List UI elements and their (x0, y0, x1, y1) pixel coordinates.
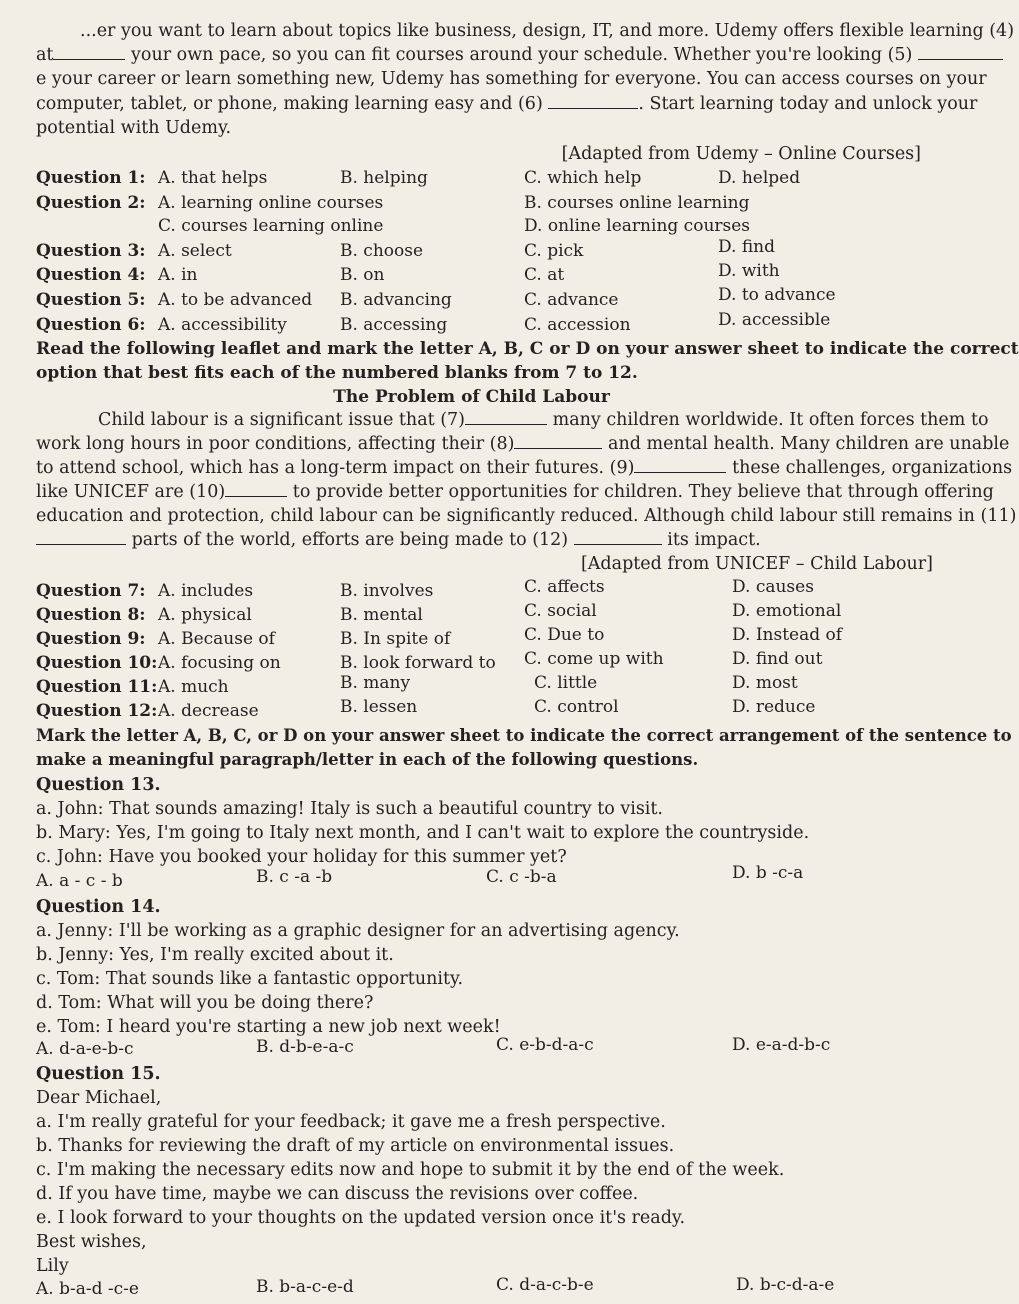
q15-line-d: d. If you have time, maybe we can discuss the revisions over coffee. (36, 1184, 639, 1204)
q14-line-c: c. Tom: That sounds like a fantastic opportunity. (36, 969, 464, 989)
q3-option-b[interactable]: B. choose (340, 241, 424, 261)
instruction-7-12-line2: option that best fits each of the numbered blanks from 7 to 12. (36, 363, 638, 383)
q14-option-b[interactable]: B. d-b-e-a-c (256, 1037, 354, 1057)
q4-option-b[interactable]: B. on (340, 265, 385, 285)
blank-8 (514, 433, 602, 449)
q9-label: Question 9: (36, 629, 146, 649)
q2-option-b[interactable]: B. courses online learning (524, 193, 750, 213)
q15-closing: Best wishes, (36, 1232, 147, 1252)
q1-option-d[interactable]: D. helped (718, 168, 801, 188)
passage1-line1: ...er you want to learn about topics like business, design, IT, and more. Udemy offers flexible learning (4) (80, 21, 1015, 41)
blank-9 (634, 457, 726, 473)
q15-label: Question 15. (36, 1064, 161, 1084)
q2-option-a[interactable]: A. learning online courses (158, 193, 384, 213)
passage2-line5: education and protection, child labour can be significantly reduced. Although child labour still remains in (11) (36, 506, 1017, 526)
q6-option-d[interactable]: D. accessible (718, 310, 831, 330)
passage2-line2-start: work long hours in poor conditions, affecting their (8) (36, 434, 515, 454)
q7-option-c[interactable]: C. affects (524, 577, 605, 597)
q5-option-b[interactable]: B. advancing (340, 290, 452, 310)
blank-11 (36, 529, 126, 545)
q15-option-a[interactable]: A. b-a-d -c-e (36, 1279, 139, 1299)
q1-option-c[interactable]: C. which help (524, 168, 642, 188)
passage2-line1-start: Child labour is a significant issue that (7) (98, 410, 466, 430)
passage2-line6 (36, 529, 926, 551)
passage2-line3-end: these challenges, organizations (732, 458, 1013, 478)
q12-label: Question 12: (36, 701, 158, 721)
instruction-13-15-line2: make a meaningful paragraph/letter in each of the following questions. (36, 750, 699, 769)
passage1-line4-start: computer, tablet, or phone, making learning easy and (6) (36, 94, 543, 114)
blank-6 (548, 93, 638, 109)
q8-option-b[interactable]: B. mental (340, 605, 423, 625)
passage2-line1 (36, 409, 989, 431)
passage2-line2-end: and mental health. Many children are unable (608, 434, 1010, 454)
q9-option-d[interactable]: D. Instead of (732, 625, 843, 645)
q13-option-b[interactable]: B. c -a -b (256, 867, 333, 887)
q6-label: Question 6: (36, 315, 146, 335)
passage1-line3: e your career or learn something new, Udemy has something for everyone. You can access courses on your (36, 69, 987, 89)
blank-4 (53, 44, 125, 60)
q13-option-d[interactable]: D. b -c-a (732, 863, 804, 883)
passage1-source (562, 143, 921, 165)
q14-line-b: b. Jenny: Yes, I'm really excited about it. (36, 945, 394, 965)
passage2-line4-end: to provide better opportunities for children. They believe that through offering (292, 482, 994, 502)
q15-signature: Lily (36, 1256, 69, 1276)
passage2-line3-start: to attend school, which has a long-term impact on their futures. (9) (36, 458, 635, 478)
q15-option-d[interactable]: D. b-c-d-a-e (736, 1275, 835, 1295)
passage2-line4 (36, 481, 994, 503)
q2-label: Question 2: (36, 193, 146, 213)
passage2-line4-start: like UNICEF are (10) (36, 482, 226, 502)
instruction-13-15-line1: Mark the letter A, B, C, or D on your answer sheet to indicate the correct arrangement of the sentence to (36, 726, 1012, 745)
q10-option-a[interactable]: A. focusing on (158, 653, 281, 673)
q11-option-a[interactable]: A. much (158, 677, 229, 697)
q2-option-d[interactable]: D. online learning courses (524, 216, 751, 236)
q14-line-e: e. Tom: I heard you're starting a new job next week! (36, 1017, 501, 1037)
q14-line-d: d. Tom: What will you be doing there? (36, 993, 374, 1013)
q12-option-a[interactable]: A. decrease (158, 701, 259, 721)
passage2-line2 (36, 433, 1010, 455)
passage1-line2-end: your own pace, so you can fit courses around your schedule. Whether you're looking (5) (131, 45, 913, 65)
q10-option-c[interactable]: C. come up with (524, 649, 664, 669)
q10-label: Question 10: (36, 653, 158, 673)
q13-option-c[interactable]: C. c -b-a (486, 867, 557, 887)
passage1-source-text: [Adapted from Udemy – Online Courses] (561, 144, 921, 164)
q10-option-b[interactable]: B. look forward to (340, 653, 496, 673)
q15-option-b[interactable]: B. b-a-c-e-d (256, 1277, 354, 1297)
q8-option-c[interactable]: C. social (524, 601, 597, 621)
q15-line-c: c. I'm making the necessary edits now and hope to submit it by the end of the week. (36, 1160, 785, 1180)
q14-option-d[interactable]: D. e-a-d-b-c (732, 1035, 831, 1055)
blank-12 (574, 529, 662, 545)
q12-option-c[interactable]: C. control (534, 697, 619, 717)
q3-label: Question 3: (36, 241, 146, 261)
passage1-line2-start: at (36, 45, 54, 65)
passage2-line6-start: parts of the world, efforts are being made to (12) (131, 530, 569, 550)
q1-label: Question 1: (36, 168, 146, 188)
passage1-line4-end: . Start learning today and unlock your (638, 94, 978, 114)
q5-option-a[interactable]: A. to be advanced (158, 290, 313, 310)
q6-option-a[interactable]: A. accessibility (158, 315, 287, 335)
q6-option-b[interactable]: B. accessing (340, 315, 448, 335)
q5-option-c[interactable]: C. advance (524, 290, 619, 310)
q4-option-d[interactable]: D. with (718, 261, 780, 281)
q8-label: Question 8: (36, 605, 146, 625)
q15-line-e: e. I look forward to your thoughts on the updated version once it's ready. (36, 1208, 686, 1228)
q15-line-b: b. Thanks for reviewing the draft of my article on environmental issues. (36, 1136, 675, 1156)
q5-label: Question 5: (36, 290, 146, 310)
q14-line-a: a. Jenny: I'll be working as a graphic designer for an advertising agency. (36, 921, 680, 941)
instruction-7-12-line1: Read the following leaflet and mark the letter A, B, C or D on your answer sheet to indicate the correct (36, 339, 1019, 359)
blank-5 (918, 44, 1003, 60)
q14-option-a[interactable]: A. d-a-e-b-c (36, 1039, 134, 1059)
q15-option-c[interactable]: C. d-a-c-b-e (496, 1275, 594, 1295)
blank-10 (225, 481, 287, 497)
q7-option-b[interactable]: B. involves (340, 581, 434, 601)
passage1-line5: potential with Udemy. (36, 118, 232, 138)
q7-option-a[interactable]: A. includes (158, 581, 254, 601)
q5-option-d[interactable]: D. to advance (718, 285, 836, 305)
passage2-line1-end: many children worldwide. It often forces them to (552, 410, 989, 430)
q3-option-c[interactable]: C. pick (524, 241, 584, 261)
blank-7 (465, 409, 547, 425)
passage2-line6-end: its impact. (667, 530, 761, 550)
passage1-line2 (36, 44, 920, 66)
q3-option-a[interactable]: A. select (158, 241, 232, 261)
q12-option-b[interactable]: B. lessen (340, 697, 418, 717)
q3-option-d[interactable]: D. find (718, 237, 776, 257)
q4-label: Question 4: (36, 265, 146, 285)
passage2-source-text: [Adapted from UNICEF – Child Labour] (580, 554, 933, 574)
q4-option-c[interactable]: C. at (524, 265, 565, 285)
q13-label: Question 13. (36, 775, 161, 795)
q13-line-c: c. John: Have you booked your holiday for this summer yet? (36, 847, 567, 867)
q14-label: Question 14. (36, 897, 161, 917)
passage1-line4 (36, 93, 978, 115)
q11-option-d[interactable]: D. most (732, 673, 798, 693)
passage2-title: The Problem of Child Labour (333, 387, 610, 407)
q9-option-b[interactable]: B. In spite of (340, 629, 451, 649)
q10-option-d[interactable]: D. find out (732, 649, 823, 669)
q14-option-c[interactable]: C. e-b-d-a-c (496, 1035, 594, 1055)
passage2-source (581, 553, 933, 575)
q7-option-d[interactable]: D. causes (732, 577, 814, 597)
q15-line-a: a. I'm really grateful for your feedback; it gave me a fresh perspective. (36, 1112, 666, 1132)
q13-option-a[interactable]: A. a - c - b (36, 871, 123, 891)
q8-option-a[interactable]: A. physical (158, 605, 252, 625)
q11-label: Question 11: (36, 677, 158, 697)
q1-option-b[interactable]: B. helping (340, 168, 428, 188)
q12-option-d[interactable]: D. reduce (732, 697, 816, 717)
q9-option-c[interactable]: C. Due to (524, 625, 605, 645)
q13-line-b: b. Mary: Yes, I'm going to Italy next month, and I can't wait to explore the countryside. (36, 823, 810, 843)
q11-option-c[interactable]: C. little (534, 673, 598, 693)
q13-line-a: a. John: That sounds amazing! Italy is such a beautiful country to visit. (36, 799, 663, 819)
q8-option-d[interactable]: D. emotional (732, 601, 842, 621)
q15-greeting: Dear Michael, (36, 1088, 162, 1108)
q11-option-b[interactable]: B. many (340, 673, 411, 693)
passage2-line3 (36, 457, 1013, 479)
q4-option-a[interactable]: A. in (158, 265, 198, 285)
q2-option-c[interactable]: C. courses learning online (158, 216, 384, 236)
q1-option-a[interactable]: A. that helps (158, 168, 268, 188)
q7-label: Question 7: (36, 581, 146, 601)
q6-option-c[interactable]: C. accession (524, 315, 631, 335)
q9-option-a[interactable]: A. Because of (158, 629, 275, 649)
